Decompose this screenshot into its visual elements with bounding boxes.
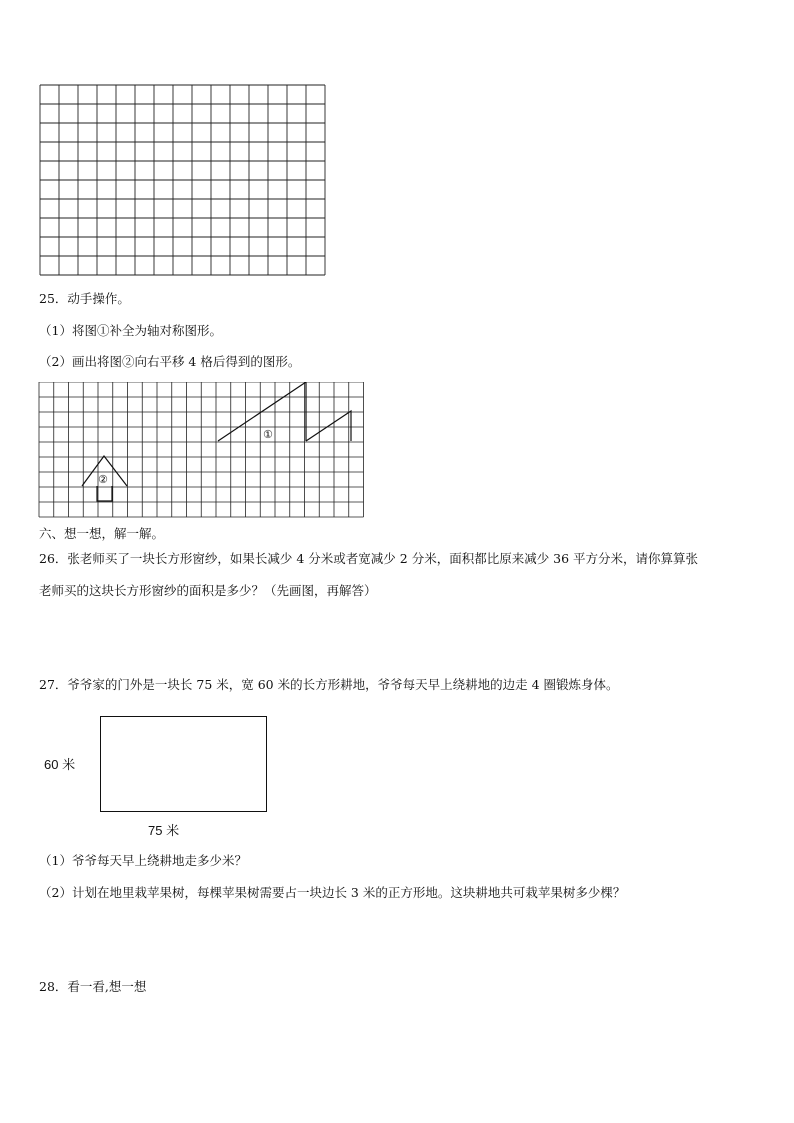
section-six-title: 六、想一想，解一解。	[39, 526, 165, 541]
shape-1-label: ①	[263, 428, 273, 441]
shape-2-label: ②	[98, 473, 108, 486]
q25-title: 25．动手操作。	[39, 291, 130, 306]
q27-part1: （1）爷爷每天早上绕耕地走多少米？	[39, 853, 247, 868]
farmland-width-label: 60 米	[44, 757, 76, 772]
empty-grid	[39, 84, 327, 276]
q28-title: 28．看一看,想一想	[39, 979, 147, 994]
q25-part2: （2）画出将图②向右平移 4 格后得到的图形。	[39, 354, 301, 369]
shape-1-outline	[218, 382, 306, 441]
shape-2-body	[97, 486, 112, 501]
q26-line1: 26．张老师买了一块长方形窗纱，如果长减少 4 分米或者宽减少 2 分米，面积都比原来减少 36 平方分米，请你算算张	[39, 551, 699, 566]
farmland-rectangle	[100, 716, 267, 812]
q27-title: 27．爷爷家的门外是一块长 75 米，宽 60 米的长方形耕地，爷爷每天早上绕耕地的边走 4 圈锻炼身体。	[39, 677, 619, 692]
shape-1-trapezoid	[306, 411, 351, 441]
operation-grid	[38, 382, 368, 518]
q26-line2: 老师买的这块长方形窗纱的面积是多少？（先画图，再解答）	[39, 583, 377, 598]
q27-part2: （2）计划在地里栽苹果树，每棵苹果树需要占一块边长 3 米的正方形地。这块耕地共可栽苹果树多少棵？	[39, 885, 626, 900]
q25-part1: （1）将图①补全为轴对称图形。	[39, 323, 222, 338]
farmland-length-label: 75 米	[148, 823, 180, 838]
